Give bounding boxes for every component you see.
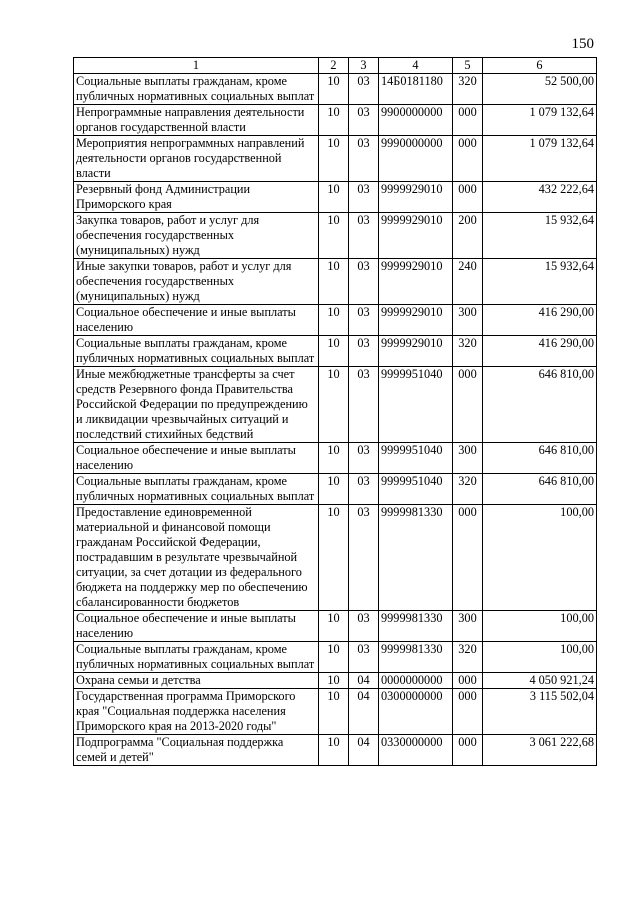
row-subsection: 03	[349, 74, 379, 105]
row-subsection: 03	[349, 474, 379, 505]
row-expense-type: 320	[453, 474, 483, 505]
table-row	[74, 642, 597, 673]
row-name: Закупка товаров, работ и услуг для обеспечения государственных (муниципальных) нужд	[74, 213, 319, 259]
row-name: Непрограммные направления деятельности органов государственной власти	[74, 105, 319, 136]
row-expense-type: 000	[453, 505, 483, 611]
row-target-article: 9999929010	[379, 336, 453, 367]
row-target-article: 9999981330	[379, 642, 453, 673]
table-row	[74, 611, 597, 642]
row-amount: 100,00	[483, 642, 597, 673]
row-subsection: 03	[349, 367, 379, 443]
row-section: 10	[319, 642, 349, 673]
row-section: 10	[319, 673, 349, 689]
row-section: 10	[319, 443, 349, 474]
row-expense-type: 300	[453, 611, 483, 642]
row-name: Иные закупки товаров, работ и услуг для обеспечения государственных (муниципальных) нужд	[74, 259, 319, 305]
row-subsection: 03	[349, 136, 379, 182]
table-body	[74, 74, 597, 766]
table-row	[74, 74, 597, 105]
header-col-2: 2	[319, 58, 349, 74]
row-expense-type: 000	[453, 689, 483, 735]
table-row	[74, 136, 597, 182]
row-subsection: 04	[349, 673, 379, 689]
row-target-article: 9999981330	[379, 611, 453, 642]
row-target-article: 9990000000	[379, 136, 453, 182]
row-subsection: 04	[349, 689, 379, 735]
row-name: Социальные выплаты гражданам, кроме публичных нормативных социальных выплат	[74, 74, 319, 105]
row-amount: 1 079 132,64	[483, 105, 597, 136]
row-target-article: 9999929010	[379, 213, 453, 259]
header-col-6: 6	[483, 58, 597, 74]
row-expense-type: 300	[453, 443, 483, 474]
row-subsection: 03	[349, 105, 379, 136]
table-row	[74, 367, 597, 443]
header-col-1: 1	[74, 58, 319, 74]
row-section: 10	[319, 74, 349, 105]
row-target-article: 9999981330	[379, 505, 453, 611]
table-row	[74, 474, 597, 505]
table-row	[74, 735, 597, 766]
row-expense-type: 000	[453, 136, 483, 182]
table-row	[74, 336, 597, 367]
row-amount: 100,00	[483, 611, 597, 642]
row-name: Социальные выплаты гражданам, кроме публичных нормативных социальных выплат	[74, 336, 319, 367]
row-amount: 1 079 132,64	[483, 136, 597, 182]
row-amount: 4 050 921,24	[483, 673, 597, 689]
row-expense-type: 320	[453, 74, 483, 105]
row-section: 10	[319, 689, 349, 735]
row-subsection: 03	[349, 305, 379, 336]
row-expense-type: 000	[453, 735, 483, 766]
row-subsection: 03	[349, 213, 379, 259]
row-amount: 416 290,00	[483, 336, 597, 367]
table-row	[74, 689, 597, 735]
row-subsection: 04	[349, 735, 379, 766]
table-row	[74, 505, 597, 611]
row-amount: 15 932,64	[483, 259, 597, 305]
page-number: 150	[571, 36, 594, 52]
row-section: 10	[319, 136, 349, 182]
row-section: 10	[319, 735, 349, 766]
row-subsection: 03	[349, 259, 379, 305]
header-col-4: 4	[379, 58, 453, 74]
table-row	[74, 673, 597, 689]
row-amount: 3 115 502,04	[483, 689, 597, 735]
row-section: 10	[319, 336, 349, 367]
table-header	[74, 58, 597, 74]
row-name: Резервный фонд Администрации Приморского края	[74, 182, 319, 213]
table-row	[74, 213, 597, 259]
table-row	[74, 182, 597, 213]
row-target-article: 9999929010	[379, 182, 453, 213]
row-name: Мероприятия непрограммных направлений деятельности органов государственной власти	[74, 136, 319, 182]
row-subsection: 03	[349, 443, 379, 474]
row-target-article: 14Б0181180	[379, 74, 453, 105]
row-name: Иные межбюджетные трансферты за счет средств Резервного фонда Правительства Российской Федерации по предупреждению и ликвидации чрезвычайных ситуаций и последствий стихийных бедствий	[74, 367, 319, 443]
row-amount: 52 500,00	[483, 74, 597, 105]
row-section: 10	[319, 182, 349, 213]
row-name: Социальное обеспечение и иные выплаты населению	[74, 305, 319, 336]
row-name: Государственная программа Приморского края "Социальная поддержка населения Приморского края на 2013-2020 годы"	[74, 689, 319, 735]
table-row	[74, 259, 597, 305]
row-expense-type: 200	[453, 213, 483, 259]
row-subsection: 03	[349, 642, 379, 673]
header-col-5: 5	[453, 58, 483, 74]
header-col-3: 3	[349, 58, 379, 74]
row-expense-type: 240	[453, 259, 483, 305]
row-expense-type: 320	[453, 642, 483, 673]
table-row	[74, 305, 597, 336]
row-target-article: 9999929010	[379, 305, 453, 336]
row-name: Охрана семьи и детства	[74, 673, 319, 689]
row-name: Предоставление единовременной материальной и финансовой помощи гражданам Российской Федерации, пострадавшим в результате чрезвычайной ситуации, за счет дотации из федерального бюджета на поддержку мер по обеспечению сбалансированности бюджетов	[74, 505, 319, 611]
row-expense-type: 000	[453, 182, 483, 213]
row-target-article: 9999951040	[379, 474, 453, 505]
row-amount: 100,00	[483, 505, 597, 611]
row-section: 10	[319, 259, 349, 305]
row-section: 10	[319, 367, 349, 443]
row-name: Подпрограмма "Социальная поддержка семей и детей"	[74, 735, 319, 766]
row-target-article: 9999951040	[379, 443, 453, 474]
row-section: 10	[319, 474, 349, 505]
row-amount: 646 810,00	[483, 443, 597, 474]
row-expense-type: 300	[453, 305, 483, 336]
row-expense-type: 000	[453, 105, 483, 136]
row-subsection: 03	[349, 505, 379, 611]
row-expense-type: 000	[453, 673, 483, 689]
row-name: Социальные выплаты гражданам, кроме публичных нормативных социальных выплат	[74, 642, 319, 673]
row-target-article: 9999951040	[379, 367, 453, 443]
row-expense-type: 320	[453, 336, 483, 367]
row-amount: 432 222,64	[483, 182, 597, 213]
row-section: 10	[319, 505, 349, 611]
row-section: 10	[319, 213, 349, 259]
row-section: 10	[319, 305, 349, 336]
table-row	[74, 105, 597, 136]
table-row	[74, 443, 597, 474]
row-target-article: 0300000000	[379, 689, 453, 735]
row-amount: 646 810,00	[483, 474, 597, 505]
budget-table	[73, 57, 597, 766]
row-expense-type: 000	[453, 367, 483, 443]
row-amount: 3 061 222,68	[483, 735, 597, 766]
row-section: 10	[319, 611, 349, 642]
row-name: Социальные выплаты гражданам, кроме публичных нормативных социальных выплат	[74, 474, 319, 505]
row-amount: 15 932,64	[483, 213, 597, 259]
row-target-article: 9900000000	[379, 105, 453, 136]
row-name: Социальное обеспечение и иные выплаты населению	[74, 443, 319, 474]
row-subsection: 03	[349, 611, 379, 642]
row-section: 10	[319, 105, 349, 136]
row-subsection: 03	[349, 182, 379, 213]
row-target-article: 0000000000	[379, 673, 453, 689]
header-row	[74, 58, 597, 74]
row-name: Социальное обеспечение и иные выплаты населению	[74, 611, 319, 642]
row-target-article: 9999929010	[379, 259, 453, 305]
row-subsection: 03	[349, 336, 379, 367]
row-amount: 646 810,00	[483, 367, 597, 443]
row-target-article: 0330000000	[379, 735, 453, 766]
row-amount: 416 290,00	[483, 305, 597, 336]
